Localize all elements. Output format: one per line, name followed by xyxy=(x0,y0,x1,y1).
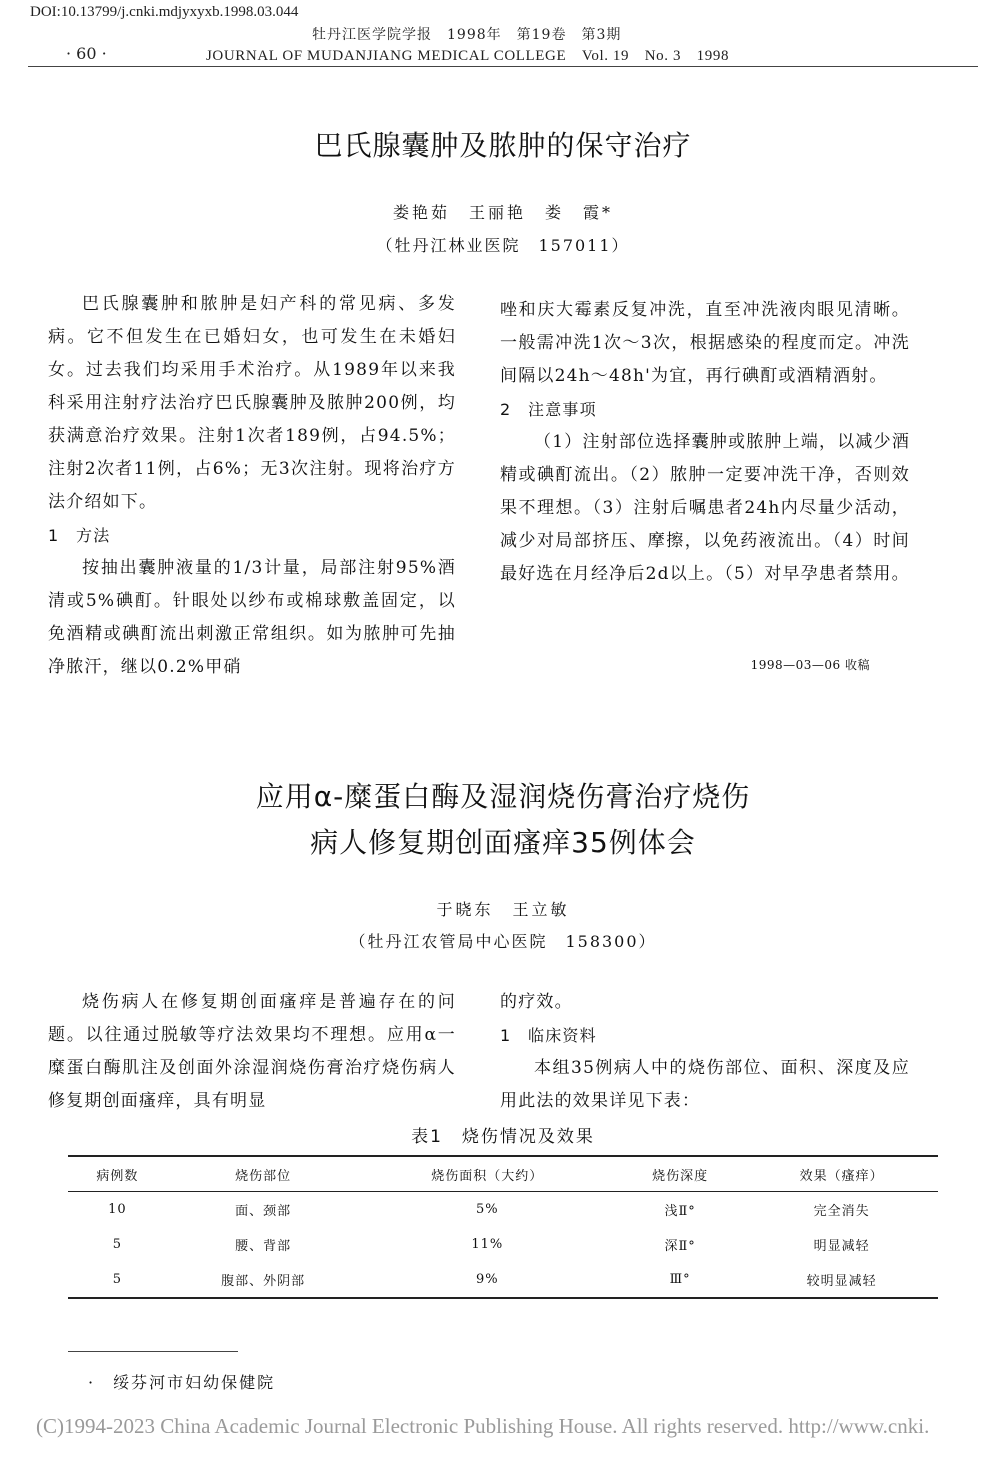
table-cell: 11% xyxy=(471,1237,504,1252)
article2-affiliation: （牡丹江农管局中心医院 158300） xyxy=(349,932,657,951)
section-number: 1 xyxy=(48,526,60,545)
section-number: 1 xyxy=(500,1026,512,1045)
table-cell: 深Ⅱ° xyxy=(664,1239,696,1254)
received-date: 1998—03—06 收稿 xyxy=(750,658,870,672)
paragraph: 唑和庆大霉素反复冲洗，直至冲洗液肉眼见清晰。一般需冲洗1次～3次，根据感染的程度而定。冲洗间隔以24h～48h'为宜，再行碘酊或酒精酒射。 xyxy=(500,300,910,386)
article2-right-column xyxy=(500,986,910,1118)
article1-right-column xyxy=(500,294,910,591)
doi: DOI:10.13799/j.cnki.mdjyxyxb.1998.03.044 xyxy=(30,4,299,20)
table-cell: 5 xyxy=(68,1262,167,1298)
paragraph: 巴氏腺囊肿和脓肿是妇产科的常见病、多发病。它不但发生在已婚妇女，也可发生在未婚妇女。过去我们均采用手术治疗。从1989年以来我科采用注射疗法治疗巴氏腺囊肿及脓肿200例，均获满意治疗效果。注射1次者189例，占94.5%；注射2次者11例，占6%；无3次注射。现将治疗方法介绍如下。 xyxy=(48,294,456,512)
table-cell: 明显减轻 xyxy=(813,1239,870,1254)
table-cell: 10 xyxy=(108,1202,127,1217)
table-cell: 面、颈部 xyxy=(235,1204,292,1219)
paragraph: 按抽出囊肿液量的1/3计量，局部注射95%酒清或5%碘酊。针眼处以纱布或棉球敷盖固定，以免酒精或碘酊流出刺激正常组织。如为脓肿可先抽净脓汗，继以0.2%甲硝 xyxy=(48,558,456,677)
article1-left-column xyxy=(48,288,456,684)
table-header-cell: 效果（瘙痒） xyxy=(745,1156,938,1192)
article2-title-line2: 病人修复期创面瘙痒35例体会 xyxy=(310,826,696,859)
section-heading-text: 临床资料 xyxy=(528,1026,597,1045)
article2-left-column xyxy=(48,986,456,1118)
table-cell: 浅Ⅱ° xyxy=(664,1204,696,1219)
section-heading xyxy=(500,1019,910,1052)
paragraph: 的疗效。 xyxy=(500,992,573,1012)
table-header-cell: 病例数 xyxy=(68,1156,167,1192)
paragraph: 本组35例病人中的烧伤部位、面积、深度及应用此法的效果详见下表： xyxy=(500,1058,910,1111)
table-header-cell: 烧伤深度 xyxy=(615,1156,745,1192)
table-cell: Ⅲ° xyxy=(615,1262,745,1298)
article2-title-line1: 应用α-糜蛋白酶及湿润烧伤膏治疗烧伤 xyxy=(255,780,751,813)
footnote-rule xyxy=(68,1351,238,1352)
article1-title: 巴氏腺囊肿及脓肿的保守治疗 xyxy=(314,129,692,162)
table-cell: 腹部、外阴部 xyxy=(167,1262,360,1298)
table-row xyxy=(68,1192,938,1228)
table-header-cell: 烧伤部位 xyxy=(167,1156,360,1192)
copyright-notice: (C)1994-2023 China Academic Journal Electronic Publishing House. All rights reserved. http://www.cnki. xyxy=(36,1414,930,1438)
section-heading xyxy=(48,519,456,552)
table-cell: 较明显减轻 xyxy=(745,1262,938,1298)
table-cell: 5% xyxy=(475,1202,499,1217)
section-heading-text: 方法 xyxy=(76,526,111,545)
table-cell: 5 xyxy=(112,1237,122,1252)
table-cell: 完全消失 xyxy=(813,1204,870,1219)
paragraph: 烧伤病人在修复期创面瘙痒是普遍存在的问题。以往通过脱敏等疗法效果均不理想。应用α一糜蛋白酶肌注及创面外涂湿润烧伤膏治疗烧伤病人修复期创面瘙痒，具有明显 xyxy=(48,992,456,1111)
table-header-row xyxy=(68,1156,938,1192)
burn-table xyxy=(68,1155,938,1299)
paragraph: （1）注射部位选择囊肿或脓肿上端，以减少酒精或碘酊流出。（2）脓肿一定要冲洗干净，否则效果不理想。（3）注射后嘱患者24h内尽量少活动，减少对局部挤压、摩擦，以免药液流出。（4）时间最好选在月经净后2d以上。（5）对早孕患者禁用。 xyxy=(500,432,911,584)
journal-title-en: JOURNAL OF MUDANJIANG MEDICAL COLLEGE Vol. 19 No. 3 1998 xyxy=(206,48,730,64)
header-rule xyxy=(28,66,978,67)
footnote: · 绥芬河市妇幼保健院 xyxy=(88,1373,276,1392)
journal-title-cn: 牡丹江医学院学报 1998年 第19卷 第3期 xyxy=(312,27,622,43)
table-header-cell: 烧伤面积（大约） xyxy=(360,1156,616,1192)
page-number: · 60 · xyxy=(66,44,107,63)
section-heading-text: 注意事项 xyxy=(528,400,597,419)
table-row xyxy=(68,1227,938,1262)
section-number: 2 xyxy=(500,400,512,419)
article1-authors: 娄艳茹 王丽艳 娄 霞* xyxy=(392,203,613,222)
table-caption: 表1 烧伤情况及效果 xyxy=(411,1127,595,1147)
table-cell: 腰、背部 xyxy=(235,1239,292,1254)
section-heading xyxy=(500,393,910,426)
article1-affiliation: （牡丹江林业医院 157011） xyxy=(376,236,630,255)
article2-authors: 于晓东 王立敏 xyxy=(436,900,570,919)
table-cell: 9% xyxy=(360,1262,616,1298)
table-row xyxy=(68,1262,938,1298)
